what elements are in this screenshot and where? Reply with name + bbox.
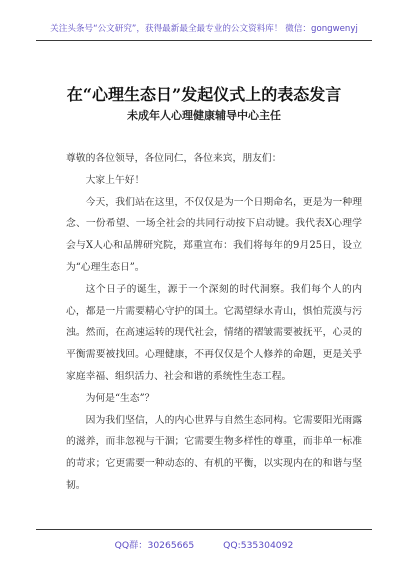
document-body	[66, 148, 362, 497]
paragraph-greeting: 大家上午好！	[85, 174, 145, 186]
footer-qq-group: QQ群：30265665	[114, 540, 195, 551]
footer-divider	[36, 529, 372, 530]
paragraph-origin: 这个日子的诞生，源于一个深刻的时代洞察。我们每个人的内心，都是一片需要精心守护的国土。它渴望绿水青山，惧怕荒漠与污浊。然而，在高速运转的现代社会，情绪的褶皱需要被抚平，心灵的平衡需要被找回。心理健康，不再仅仅是个人修养的命题，更是关乎家庭幸福、组织活力、社会和谐的系统性生态工程。	[66, 283, 362, 382]
footer-qq-number: QQ:535304092	[223, 540, 294, 551]
document-title: 在“心理生态日”发起仪式上的表态发言	[66, 85, 342, 104]
paragraph-ecology: 因为我们坚信，人的内心世界与自然生态同构。它需要阳光雨露的滋养，而非忽视与干涸；它需要生物多样性的尊重，而非单一标准的苛求；它更需要一种动态的、有机的平衡，以实现内在的和谐与坚韧。	[66, 414, 362, 491]
document-subtitle: 未成年人心理健康辅导中心主任	[127, 109, 281, 122]
paragraph-salutation: 尊敬的各位领导，各位同仁，各位来宾，朋友们：	[66, 153, 282, 164]
header-promo-note: 关注头条号“公文研究”，获得最新最全最专业的公文资料库！ 微信：gongwenyj	[50, 24, 358, 34]
footer-contact	[0, 537, 408, 551]
paragraph-announcement: 今天，我们站在这里，不仅仅是为一个日期命名，更是为一种理念、一份希望、一场全社会的共同行动按下启动键。我代表X心理学会与X人心和品牌研究院，郑重宣布：我们将每年的9月25日，设立为“心理生态日”。	[66, 196, 362, 273]
paragraph-question: 为何是“生态”？	[85, 392, 155, 404]
header-divider	[36, 40, 372, 41]
